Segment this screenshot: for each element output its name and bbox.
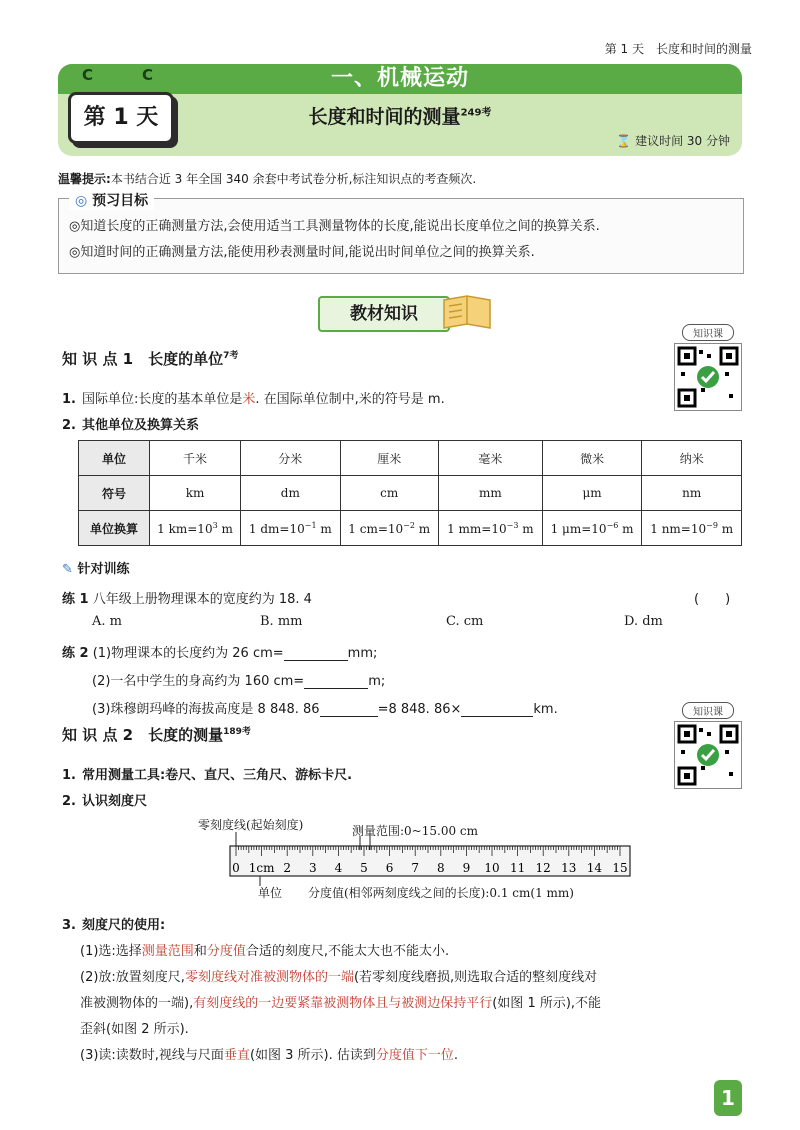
table-cell: 1 $\mu m=10^{-6}$ m [542,511,642,546]
table-row-header: 符号 [79,476,150,511]
objective-item: ◎知道时间的正确测量方法,能使用秒表测量时间,能说出时间单位之间的换算关系. [69,245,535,260]
usage-text: (2)放:放置刻度尺, [80,970,185,985]
item-number: 3. [62,918,76,933]
table-cell: nm [642,476,742,511]
lesson-frequency: 249考 [460,107,492,119]
knowledge-point-2-title [62,724,251,745]
exercise-2-q3-mid: =8 848. 86× [377,702,462,717]
option-c[interactable]: C. cm [446,614,484,629]
answer-blank[interactable] [284,646,348,661]
unit-conversion-table [78,440,742,546]
range-label: 测量范围:0~15.00 cm [352,824,479,838]
usage-text: (3)读:读数时,视线与尺面 [80,1048,224,1063]
hourglass-icon: ⌛ [616,134,632,148]
lesson-title [58,102,742,129]
table-cell: 微米 [542,441,642,476]
usage-heading [62,914,165,933]
qr-label: 知识课 [682,702,734,719]
chapter-title: 一、机械运动 [330,66,469,91]
knowledge-lesson-qr-1[interactable] [674,324,742,411]
item-number: 2. [62,418,76,433]
usage-read [80,1044,458,1063]
table-cell: 厘米 [340,441,438,476]
key-phrase: 零刻度线对准被测物体的一端 [184,970,354,985]
ruler-number: 11 [509,861,526,875]
exercise-1-text: 八年级上册物理课本的宽度约为 18. 4 [92,592,312,607]
option-a[interactable]: A. m [92,614,122,629]
knowledge-lesson-qr-2[interactable] [674,702,742,789]
exercise-2-q3-unit: km. [533,702,558,717]
kp2-item-2 [62,790,147,809]
ruler-number: 6 [385,861,394,875]
key-phrase: 分度值下一位 [375,1048,454,1063]
kp1-item-1-text-b: . 在国际单位制中,米的符号是 m. [255,392,445,407]
kp2-item-2-text: 认识刻度尺 [81,794,147,809]
kp1-item-1-text-a: 国际单位:长度的基本单位是 [81,392,243,407]
table-cell: 1 $km=10^3$ m [150,511,241,546]
ruler-number: 2 [283,861,292,875]
suggested-time [616,132,730,149]
table-cell: 千米 [150,441,241,476]
answer-blank[interactable] [304,674,368,689]
exercise-2-q1: (1)物理课本的长度约为 26 cm= [92,646,284,661]
ruler-number: 9 [462,861,471,875]
training-title: 针对训练 [77,562,130,577]
kp1-item-2 [62,414,199,433]
table-cell: 1 $dm=10^{-1}$ m [241,511,341,546]
table-cell: 1 $nm=10^{-9}$ m [642,511,742,546]
answer-blank[interactable] [320,702,378,717]
reminder-label: 温馨提示: [58,172,111,186]
table-row-header: 单位换算 [79,511,150,546]
usage-place-cont [80,992,601,1011]
suggested-time-text: 建议时间 30 分钟 [635,134,730,148]
table-cell: mm [438,476,542,511]
usage-text: . [453,1048,459,1063]
kp1-item-1 [62,388,445,407]
qr-label: 知识课 [682,324,734,341]
item-number: 2. [62,794,76,809]
day-badge: 第 1 天 [68,92,174,144]
exercise-2-line-1 [62,642,377,661]
exercise-2-q3: (3)珠穆朗玛峰的海拔高度是 8 848. 86 [92,702,320,717]
unit-label: 单位 [258,886,283,900]
objectives-box [58,193,744,274]
table-row [79,476,742,511]
exercise-1-label: 练 1 [62,592,89,607]
ruler-number: 14 [586,861,603,875]
training-heading [62,558,129,577]
ruler-number: 15 [612,861,628,875]
decor-letter-right: C [142,66,154,84]
table-row [79,441,742,476]
ruler-diagram [200,830,640,886]
knowledge-point-1-title [62,348,238,369]
ruler-number: 1cm [248,861,275,875]
qr-code-icon[interactable] [674,721,742,789]
table-row-header: 单位 [79,441,150,476]
usage-place-end: 歪斜(如图 2 所示). [80,1022,189,1037]
exercise-2-q1-unit: mm; [347,646,378,661]
ruler-number: 4 [334,861,343,875]
item-number: 1. [62,768,76,783]
kp2-frequency: 189考 [223,727,251,737]
kp2-item-1 [62,764,352,783]
answer-paren[interactable]: ( ) [694,592,731,607]
running-head: 第 1 天 长度和时间的测量 [604,42,752,56]
usage-text: 准被测物体的一端), [80,996,194,1011]
usage-text: 和 [193,944,207,959]
table-cell: 分米 [241,441,341,476]
table-cell: 毫米 [438,441,542,476]
usage-text: (如图 1 所示),不能 [492,996,602,1011]
ruler-number: 8 [436,861,445,875]
usage-place [80,966,597,985]
lesson-title-text: 长度和时间的测量 [308,106,461,128]
table-cell: km [150,476,241,511]
table-cell: 1 $cm=10^{-2}$ m [340,511,438,546]
pencil-icon: ✎ [62,562,73,577]
page-number: 1 [714,1080,742,1116]
key-phrase: 测量范围 [141,944,194,959]
item-number: 1. [62,392,76,407]
exercise-2-q2-unit: m; [368,674,386,689]
kp1-item-1-key: 米 [242,392,256,407]
ruler-number: 3 [308,861,317,875]
table-cell: dm [241,476,341,511]
exercise-2-q2: (2)一名中学生的身高约为 160 cm= [92,674,305,689]
key-phrase: 有刻度线的一边要紧靠被测物体且与被测边保持平行 [193,996,493,1011]
decor-letter-left: C [82,66,94,84]
ruler-number: 10 [484,861,500,875]
section-title: 教材知识 [318,296,450,332]
kp1-frequency: 7考 [223,351,239,361]
table-row [79,511,742,546]
ruler-number: 13 [561,861,577,875]
zero-line-label: 零刻度线(起始刻度) [198,818,304,832]
ruler-number: 7 [411,861,420,875]
ruler-number: 5 [360,861,368,875]
ruler-number: 0 [232,861,240,875]
key-phrase: 分度值 [206,944,246,959]
usage-text: 合适的刻度尺,不能太大也不能太小. [245,944,450,959]
usage-text: (若零刻度线磨损,则选取合适的整刻度线对 [353,970,598,985]
objective-item: ◎知道长度的正确测量方法,会使用适当工具测量物体的长度,能说出长度单位之间的换算关系. [69,219,600,234]
option-d[interactable]: D. dm [624,614,663,629]
title-banner [58,64,742,156]
target-icon: ◎ [75,193,88,209]
reminder-tip [58,170,758,187]
usage-text: (如图 3 所示). 估读到 [249,1048,376,1063]
table-cell: cm [340,476,438,511]
objectives-heading [69,190,154,210]
open-book-icon [440,292,494,336]
usage-title: 刻度尺的使用: [81,918,166,933]
kp2-title-text: 知 识 点 2 长度的测量 [62,726,224,744]
table-cell: 纳米 [642,441,742,476]
kp1-title-text: 知 识 点 1 长度的单位 [62,350,224,368]
kp2-item-1-text: 常用测量工具:卷尺、直尺、三角尺、游标卡尺. [81,768,353,783]
exercise-2-label: 练 2 [62,646,89,661]
table-cell: μm [542,476,642,511]
exercise-2-line-3 [92,698,558,717]
kp1-item-2-text: 其他单位及换算关系 [81,418,199,433]
key-phrase: 垂直 [223,1048,250,1063]
objectives-title: 预习目标 [92,193,149,209]
option-b[interactable]: B. mm [260,614,303,629]
qr-code-icon[interactable] [674,343,742,411]
ruler-number: 12 [535,861,551,875]
usage-text: (1)选:选择 [80,944,142,959]
exercise-1 [62,588,312,607]
reminder-text: 本书结合近 3 年全国 340 余套中考试卷分析,标注知识点的考查频次. [110,172,477,186]
exercise-2-line-2 [92,670,385,689]
table-cell: 1 $mm=10^{-3}$ m [438,511,542,546]
division-label: 分度值(相邻两刻度线之间的长度):0.1 cm(1 mm) [308,886,574,900]
usage-select [80,940,449,959]
answer-blank[interactable] [461,702,533,717]
